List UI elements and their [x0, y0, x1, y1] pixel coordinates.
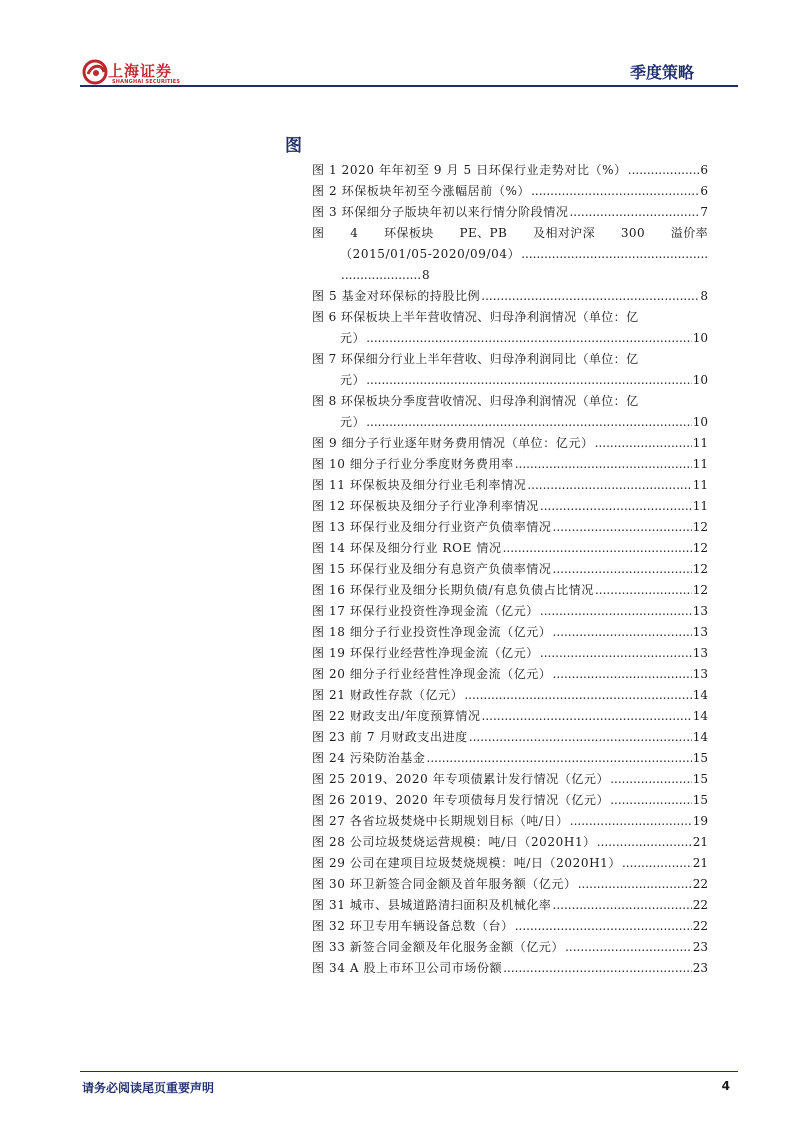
toc-entry-page: 23 — [692, 961, 708, 975]
toc-entry-page: 10 — [692, 373, 708, 387]
toc-entry-label: 图 11 环保板块及细分行业毛利率情况 — [312, 478, 527, 492]
toc-entry-label-cont: 元） — [340, 331, 366, 345]
toc-entry[interactable] — [312, 181, 708, 202]
toc-entry-page: 6 — [700, 184, 708, 198]
toc-leader-dots — [540, 496, 692, 517]
toc-word: 300 — [620, 226, 645, 240]
toc-leader-dots — [503, 538, 692, 559]
toc-entry-label: 图 34 A 股上市环卫公司市场份额 — [312, 961, 503, 975]
toc-entry-page: 10 — [692, 331, 708, 345]
toc-entry-page: 21 — [692, 835, 708, 849]
toc-word: PE、PB — [459, 226, 508, 240]
toc-entry-label: 图 24 污染防治基金 — [312, 751, 426, 765]
toc-entry[interactable] — [312, 790, 708, 811]
toc-word: 图 — [312, 226, 325, 240]
toc-leader-dots — [341, 265, 421, 286]
toc-leader-dots — [553, 517, 692, 538]
toc-entry[interactable] — [312, 202, 708, 223]
toc-entry-page: 14 — [692, 688, 708, 702]
toc-word: 溢价率 — [670, 226, 708, 240]
toc-entry-label: 图 9 细分子行业逐年财务费用情况（单位：亿元） — [312, 436, 594, 450]
toc-leader-dots — [464, 685, 691, 706]
toc-entry-line3 — [312, 265, 708, 286]
toc-entry[interactable] — [312, 853, 708, 874]
toc-entry-label: 图 2 环保板块年初至今涨幅居前（%） — [312, 184, 531, 198]
toc-entry[interactable] — [312, 538, 708, 559]
toc-leader-dots — [569, 202, 699, 223]
toc-entry[interactable] — [312, 433, 708, 454]
toc-entry-label: 图 3 环保细分子版块年初以来行情分阶段情况 — [312, 205, 569, 219]
toc-entry-page: 6 — [700, 163, 708, 177]
toc-leader-dots — [427, 748, 692, 769]
toc-entry-label: 图 20 细分子行业经营性净现金流（亿元） — [312, 667, 552, 681]
toc-entry-page: 13 — [692, 646, 708, 660]
toc-leader-dots — [628, 160, 700, 181]
toc-entry-page: 8 — [700, 289, 708, 303]
toc-leader-dots — [595, 433, 692, 454]
toc-entry-page: 8 — [422, 268, 430, 282]
figure-toc-list — [312, 160, 708, 979]
toc-entry-page: 19 — [692, 814, 708, 828]
toc-leader-dots — [366, 412, 692, 433]
toc-entry-label: 图 19 环保行业经营性净现金流（亿元） — [312, 646, 539, 660]
toc-leader-dots — [503, 958, 692, 979]
toc-entry-page: 22 — [692, 919, 708, 933]
toc-entry[interactable] — [312, 601, 708, 622]
logo-swirl-icon — [82, 58, 110, 86]
toc-entry[interactable] — [312, 643, 708, 664]
toc-entry-line2 — [312, 328, 708, 349]
toc-entry-page: 23 — [692, 940, 708, 954]
toc-leader-dots — [540, 643, 692, 664]
toc-entry-wrapped[interactable] — [312, 307, 708, 349]
toc-entry[interactable] — [312, 622, 708, 643]
report-type-label: 季度策略 — [629, 63, 694, 82]
toc-entry-label: 图 1 2020 年年初至 9 月 5 日环保行业走势对比（%） — [312, 163, 627, 177]
toc-entry[interactable] — [312, 874, 708, 895]
toc-entry-page: 12 — [692, 583, 708, 597]
toc-leader-dots — [540, 601, 692, 622]
toc-entry-label: 图 26 2019、2020 年专项债每月发行情况（亿元） — [312, 793, 610, 807]
toc-entry[interactable] — [312, 895, 708, 916]
toc-entry-label: 图 16 环保行业及细分长期负债/有息负债占比情况 — [312, 583, 594, 597]
toc-entry-label: 图 25 2019、2020 年专项债累计发行情况（亿元） — [312, 772, 610, 786]
toc-leader-dots — [595, 580, 692, 601]
toc-entry-label: 图 18 细分子行业投资性净现金流（亿元） — [312, 625, 552, 639]
toc-entry-page: 13 — [692, 604, 708, 618]
toc-entry-label: 图 7 环保细分行业上半年营收、归母净利润同比（单位：亿 — [312, 352, 639, 366]
toc-entry-page: 7 — [700, 205, 708, 219]
page-number: 4 — [721, 1079, 730, 1093]
page-header — [0, 0, 800, 92]
toc-entry-page: 14 — [692, 709, 708, 723]
toc-leader-dots — [570, 811, 692, 832]
header-divider — [80, 85, 738, 87]
toc-entry[interactable] — [312, 496, 708, 517]
toc-entry-wrapped[interactable] — [312, 391, 708, 433]
toc-entry-label: 图 32 环卫专用车辆设备总数（台） — [312, 919, 514, 933]
toc-word: 环保板块 — [384, 226, 434, 240]
toc-leader-dots — [553, 664, 692, 685]
toc-leader-dots — [515, 454, 692, 475]
toc-leader-dots — [610, 769, 692, 790]
toc-entry-page: 21 — [692, 856, 708, 870]
toc-entry[interactable] — [312, 769, 708, 790]
toc-entry-page: 15 — [692, 751, 708, 765]
toc-leader-dots — [527, 475, 691, 496]
logo-subtext: SHANGHAI SECURITIES — [112, 79, 181, 85]
logo-text: 上海证券 — [108, 62, 173, 80]
toc-entry-label: 图 29 公司在建项目垃圾焚烧规模：吨/日（2020H1） — [312, 856, 621, 870]
toc-entry-page: 10 — [692, 415, 708, 429]
toc-entry-page: 15 — [692, 793, 708, 807]
toc-entry[interactable] — [312, 517, 708, 538]
toc-entry-page: 13 — [692, 625, 708, 639]
toc-entry-label: 图 23 前 7 月财政支出进度 — [312, 730, 468, 744]
toc-entry-label: （2015/01/05-2020/09/04） — [340, 247, 521, 261]
toc-entry[interactable] — [312, 559, 708, 580]
toc-leader-dots — [366, 328, 692, 349]
toc-entry[interactable] — [312, 664, 708, 685]
toc-leader-dots — [481, 286, 699, 307]
toc-entry-label: 图 22 财政支出/年度预算情况 — [312, 709, 481, 723]
toc-leader-dots — [515, 916, 692, 937]
toc-leader-dots — [578, 874, 692, 895]
toc-entry-page: 22 — [692, 898, 708, 912]
toc-entry[interactable] — [312, 958, 708, 979]
toc-entry[interactable] — [312, 160, 708, 181]
toc-entry-wrapped[interactable] — [312, 349, 708, 391]
toc-leader-dots — [597, 832, 692, 853]
toc-entry-page: 14 — [692, 730, 708, 744]
toc-entry-line2 — [312, 244, 708, 265]
toc-entry-label: 图 12 环保板块及细分子行业净利率情况 — [312, 499, 539, 513]
toc-entry-page: 11 — [692, 457, 708, 471]
toc-leader-dots — [610, 790, 692, 811]
toc-entry[interactable] — [312, 286, 708, 307]
toc-entry-page: 22 — [692, 877, 708, 891]
toc-leader-dots — [531, 181, 699, 202]
toc-entry[interactable] — [312, 727, 708, 748]
toc-leader-dots — [553, 622, 692, 643]
toc-entry[interactable] — [312, 811, 708, 832]
toc-word: 及相对沪深 — [533, 226, 596, 240]
toc-leader-dots — [565, 937, 692, 958]
toc-entry-page: 12 — [692, 541, 708, 555]
toc-entry-line2 — [312, 412, 708, 433]
toc-word: 4 — [350, 226, 359, 240]
toc-leader-dots — [553, 559, 692, 580]
toc-entry-line2 — [312, 370, 708, 391]
toc-entry-label: 图 5 基金对环保标的持股比例 — [312, 289, 481, 303]
toc-entry-page: 12 — [692, 520, 708, 534]
toc-entry[interactable] — [312, 916, 708, 937]
toc-entry-page: 11 — [692, 499, 708, 513]
disclaimer-note: 请务必阅读尾页重要声明 — [82, 1081, 215, 1095]
toc-entry-label: 图 6 环保板块上半年营收情况、归母净利润情况（单位：亿 — [312, 310, 639, 324]
toc-entry-label: 图 17 环保行业投资性净现金流（亿元） — [312, 604, 539, 618]
toc-entry[interactable] — [312, 454, 708, 475]
toc-leader-dots — [366, 370, 692, 391]
toc-entry-multiline[interactable] — [312, 223, 708, 286]
toc-entry-label: 图 15 环保行业及细分有息资产负债率情况 — [312, 562, 552, 576]
toc-entry[interactable] — [312, 685, 708, 706]
toc-entry-label: 图 8 环保板块分季度营收情况、归母净利润情况（单位：亿 — [312, 394, 639, 408]
toc-entry-label: 图 31 城市、县城道路清扫面积及机械化率 — [312, 898, 552, 912]
toc-entry-label: 图 27 各省垃圾焚烧中长期规划目标（吨/日） — [312, 814, 569, 828]
toc-entry[interactable] — [312, 580, 708, 601]
toc-leader-dots — [622, 853, 692, 874]
toc-entry-label: 图 13 环保行业及细分行业资产负债率情况 — [312, 520, 552, 534]
toc-entry-label: 图 30 环卫新签合同金额及首年服务额（亿元） — [312, 877, 577, 891]
toc-entry-page: 15 — [692, 772, 708, 786]
toc-entry-page: 12 — [692, 562, 708, 576]
toc-leader-dots — [553, 895, 692, 916]
toc-entry-line1 — [312, 223, 708, 244]
toc-entry[interactable] — [312, 832, 708, 853]
toc-entry-page: 11 — [692, 478, 708, 492]
toc-entry-label: 图 10 细分子行业分季度财务费用率 — [312, 457, 514, 471]
toc-entry-label: 图 28 公司垃圾焚烧运营规模：吨/日（2020H1） — [312, 835, 596, 849]
toc-entry-label-cont: 元） — [340, 415, 366, 429]
footer-divider — [80, 1071, 738, 1072]
toc-entry-label: 图 21 财政性存款（亿元） — [312, 688, 464, 702]
toc-entry-page: 11 — [692, 436, 708, 450]
toc-entry[interactable] — [312, 706, 708, 727]
toc-entry-page: 13 — [692, 667, 708, 681]
toc-entry[interactable] — [312, 475, 708, 496]
toc-entry[interactable] — [312, 937, 708, 958]
toc-section-title: 图 — [285, 136, 302, 156]
toc-entry-label: 图 33 新签合同金额及年化服务金额（亿元） — [312, 940, 565, 954]
toc-entry-label: 图 14 环保及细分行业 ROE 情况 — [312, 541, 502, 555]
toc-entry-label-cont: 元） — [340, 373, 366, 387]
toc-leader-dots — [469, 727, 692, 748]
toc-leader-dots — [482, 706, 692, 727]
toc-entry[interactable] — [312, 748, 708, 769]
toc-leader-dots — [521, 244, 707, 265]
